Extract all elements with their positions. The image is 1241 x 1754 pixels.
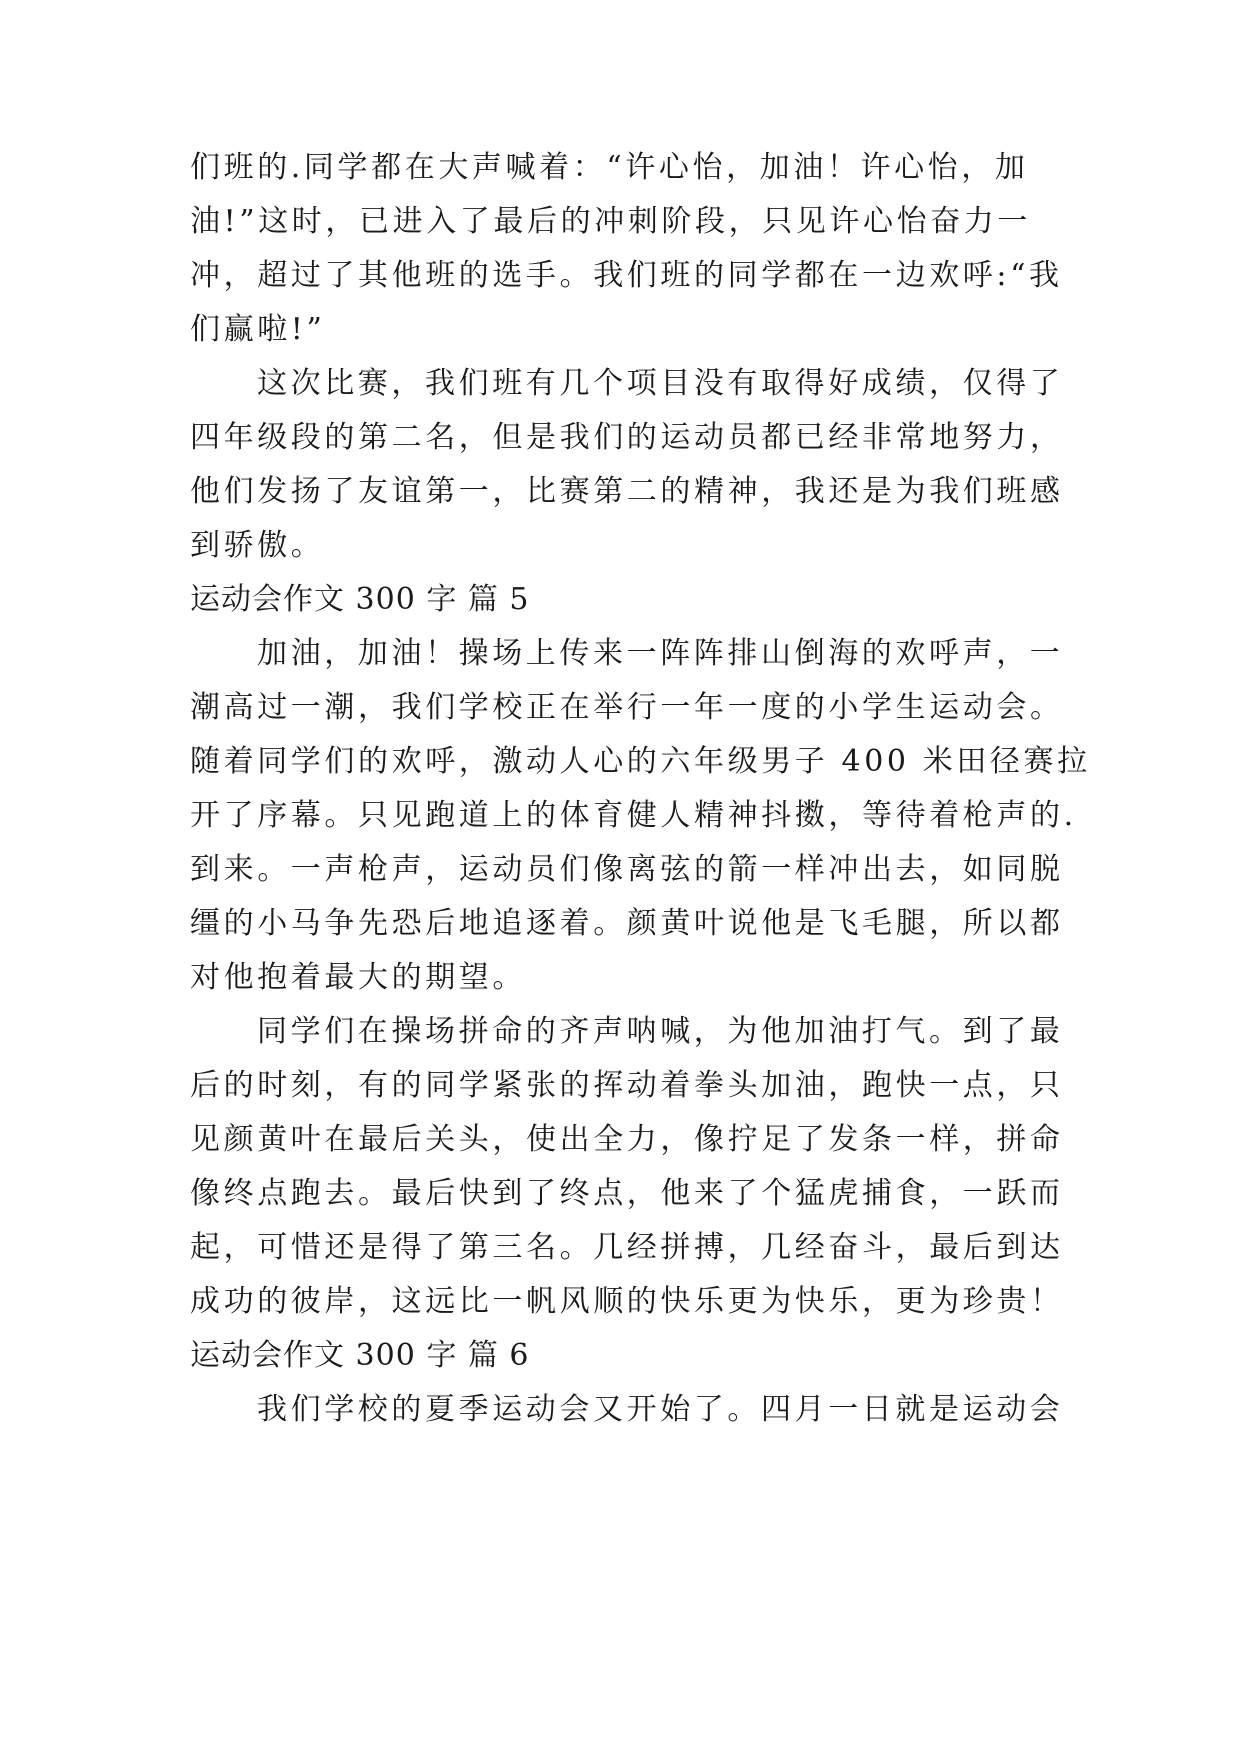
- text-line: 冲，超过了其他班的选手。我们班的同学都在一边欢呼:“我: [190, 258, 1063, 293]
- text-line: 起，可惜还是得了第三名。几经拼搏，几经奋斗，最后到达: [190, 1230, 1064, 1265]
- text-line: 油!”这时，已进入了最后的冲刺阶段，只见许心怡奋力一: [190, 204, 1031, 239]
- text-line: 像终点跑去。最后快到了终点，他来了个猛虎捕食，一跃而: [190, 1176, 1064, 1211]
- text-line: 他们发扬了友谊第一，比赛第二的精神，我还是为我们班感: [190, 474, 1064, 509]
- text-line: 对他抱着最大的期望。: [190, 960, 526, 995]
- text-line: 开了序幕。只见跑道上的体育健人精神抖擞，等待着枪声的.: [190, 798, 1077, 833]
- text-line: 四年级段的第二名，但是我们的运动员都已经非常地努力，: [190, 420, 1064, 455]
- text-line: 们赢啦!”: [190, 312, 326, 347]
- text-line: 后的时刻，有的同学紧张的挥动着拳头加油，跑快一点，只: [190, 1068, 1064, 1103]
- text-line: 们班的.同学都在大声喊着：“许心怡，加油！许心怡，加: [190, 150, 1029, 185]
- text-line: 潮高过一潮，我们学校正在举行一年一度的小学生运动会。: [190, 690, 1064, 725]
- section-heading-5: 运动会作文 300 字 篇 5: [190, 582, 530, 617]
- text-line: 成功的彼岸，这远比一帆风顺的快乐更为快乐，更为珍贵！: [190, 1284, 1064, 1319]
- section-heading-6: 运动会作文 300 字 篇 6: [190, 1338, 530, 1373]
- paragraph-first-line: 这次比赛，我们班有几个项目没有取得好成绩，仅得了: [257, 366, 1064, 401]
- text-line: 缰的小马争先恐后地追逐着。颜黄叶说他是飞毛腿，所以都: [190, 906, 1064, 941]
- text-line: 到来。一声枪声，运动员们像离弦的箭一样冲出去，如同脱: [190, 852, 1064, 887]
- text-line: 见颜黄叶在最后关头，使出全力，像拧足了发条一样，拼命: [190, 1122, 1064, 1157]
- text-line: 到骄傲。: [190, 528, 325, 563]
- paragraph-first-line: 我们学校的夏季运动会又开始了。四月一日就是运动会: [257, 1392, 1064, 1427]
- text-line: 随着同学们的欢呼，激动人心的六年级男子 400 米田径赛拉: [190, 744, 1091, 779]
- paragraph-first-line: 同学们在操场拼命的齐声呐喊，为他加油打气。到了最: [257, 1014, 1064, 1049]
- paragraph-first-line: 加油，加油！操场上传来一阵阵排山倒海的欢呼声，一: [257, 636, 1064, 671]
